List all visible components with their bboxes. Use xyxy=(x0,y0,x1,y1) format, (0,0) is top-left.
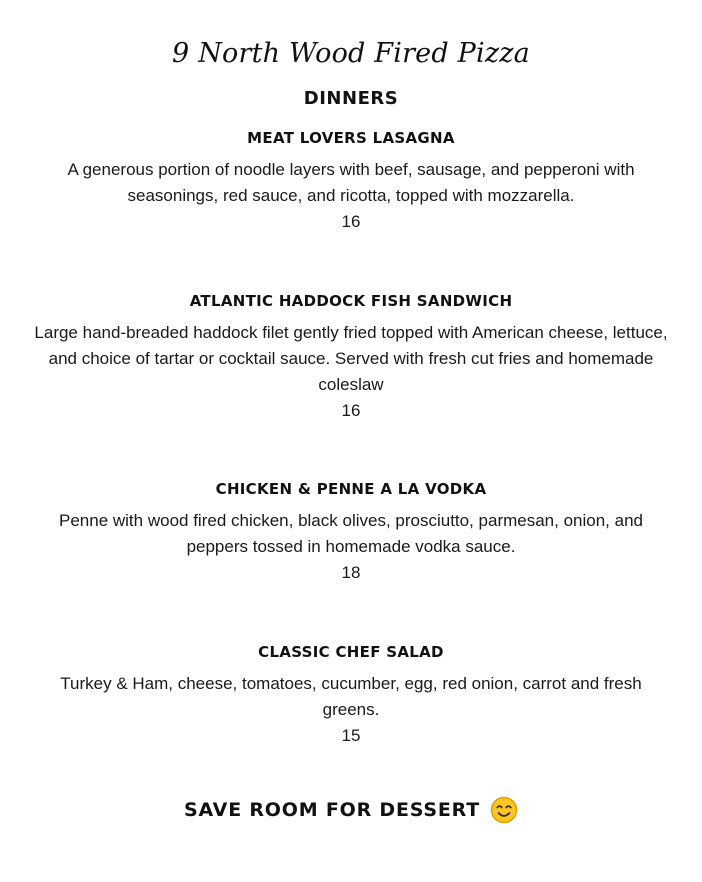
restaurant-name: 9 North Wood Fired Pizza xyxy=(172,38,530,69)
menu-item xyxy=(30,641,672,749)
item-name: MEAT LOVERS LASAGNA xyxy=(247,129,455,147)
menu-item xyxy=(30,290,672,424)
item-name: ATLANTIC HADDOCK FISH SANDWICH xyxy=(189,292,513,310)
item-price: 18 xyxy=(341,563,361,582)
item-price: 16 xyxy=(341,401,361,420)
smiling-face-emoji-icon xyxy=(490,796,518,824)
item-name: CLASSIC CHEF SALAD xyxy=(258,643,444,661)
menu-item xyxy=(30,127,672,235)
item-description: Large hand-breaded haddock filet gently fried topped with American cheese, lettuce, and choice of tartar or cocktail sauce. Served with fresh cut fries and homemade coleslaw xyxy=(34,323,668,394)
item-name: CHICKEN & PENNE A LA VODKA xyxy=(215,480,487,498)
menu-item xyxy=(30,478,672,586)
footer xyxy=(0,796,702,824)
item-price: 16 xyxy=(341,212,361,231)
item-description: Penne with wood fired chicken, black olives, prosciutto, parmesan, onion, and peppers tossed in homemade vodka sauce. xyxy=(59,511,643,556)
item-description: A generous portion of noodle layers with beef, sausage, and pepperoni with seasonings, red sauce, and ricotta, topped with mozzarella. xyxy=(67,160,635,205)
item-description: Turkey & Ham, cheese, tomatoes, cucumber, egg, red onion, carrot and fresh greens. xyxy=(60,674,642,719)
footer-text: SAVE ROOM FOR DESSERT xyxy=(183,799,480,821)
section-title: DINNERS xyxy=(303,88,399,109)
item-price: 15 xyxy=(341,726,361,745)
